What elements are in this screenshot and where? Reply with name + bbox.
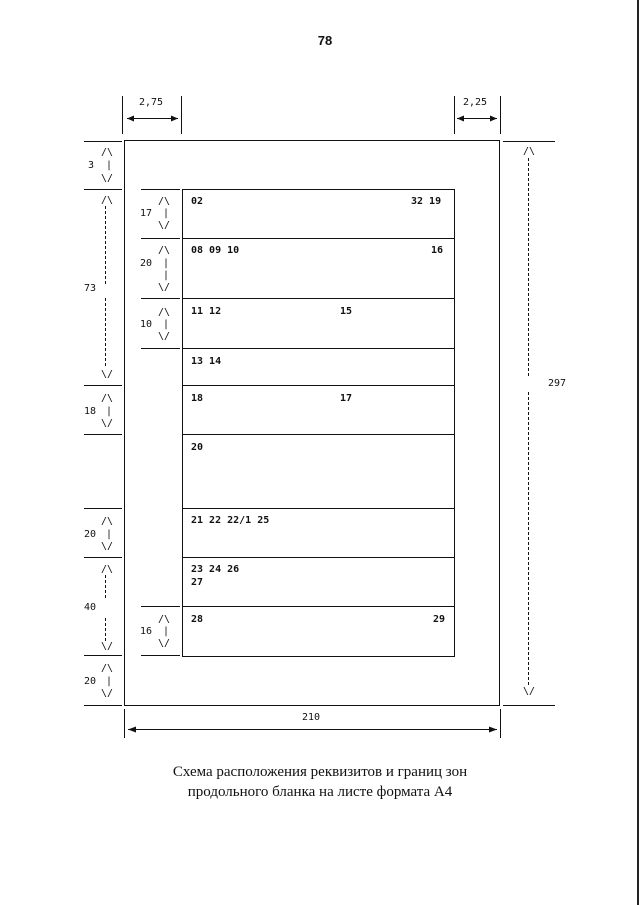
zone-code: 28 <box>191 614 204 625</box>
arrow-up-glyph: /\ <box>101 663 114 674</box>
arrow-down-glyph: \/ <box>158 220 171 231</box>
zone-code: 20 <box>191 442 204 453</box>
zone-code: 21 22 22/1 25 <box>191 515 270 526</box>
arrow-down-glyph: \/ <box>158 331 171 342</box>
page-number: 78 <box>317 33 333 48</box>
arrow-down-glyph: \/ <box>101 418 114 429</box>
zone-code: 27 <box>191 577 204 588</box>
arrow-up-glyph: /\ <box>158 245 171 256</box>
inner-scale-16: 16 <box>140 626 153 637</box>
form-block <box>183 190 455 657</box>
arrow-down-glyph: \/ <box>101 688 114 699</box>
arrow-up-glyph: /\ <box>101 195 114 206</box>
arrow-down-glyph: \/ <box>101 173 114 184</box>
zone-code: 15 <box>340 306 353 317</box>
height-value: 297 <box>548 378 567 389</box>
zone-code: 18 <box>191 393 204 404</box>
inner-scale-17: 17 <box>140 208 153 219</box>
bar-glyph: | <box>163 270 170 281</box>
left-margin-value: 2,75 <box>139 97 164 108</box>
bar-glyph: | <box>106 676 113 687</box>
bar-glyph: | <box>106 160 113 171</box>
arrow-down-glyph: \/ <box>101 541 114 552</box>
bar-glyph: | <box>106 406 113 417</box>
scale-value-20: 20 <box>84 529 97 540</box>
arrow-down-glyph: \/ <box>523 686 536 697</box>
arrow-down-glyph: \/ <box>101 641 114 652</box>
scale-value-40: 40 <box>84 602 97 613</box>
bar-glyph: | <box>163 319 170 330</box>
scale-value-18: 18 <box>84 406 97 417</box>
right-margin-value: 2,25 <box>463 97 488 108</box>
bar-glyph: | <box>163 208 170 219</box>
zone-code: 16 <box>431 245 444 256</box>
scale-value-3: 3 <box>88 160 95 171</box>
arrow-down-glyph: \/ <box>101 369 114 380</box>
caption-line-2: продольного бланка на листе формата А4 <box>187 784 453 800</box>
width-value: 210 <box>302 712 321 723</box>
scale-value-73: 73 <box>84 283 97 294</box>
arrow-up-glyph: /\ <box>523 146 536 157</box>
arrow-down-glyph: \/ <box>158 282 171 293</box>
zone-code: 08 09 10 <box>191 245 240 256</box>
figure-caption <box>120 762 520 802</box>
bar-glyph: | <box>163 258 170 269</box>
arrow-up-glyph: /\ <box>158 307 171 318</box>
arrow-up-glyph: /\ <box>101 516 114 527</box>
zone-code: 29 <box>433 614 446 625</box>
inner-scale-20: 20 <box>140 258 153 269</box>
arrow-up-glyph: /\ <box>158 196 171 207</box>
arrow-up-glyph: /\ <box>101 393 114 404</box>
zone-code: 17 <box>340 393 353 404</box>
arrow-up-glyph: /\ <box>158 614 171 625</box>
zone-code: 02 <box>191 196 204 207</box>
zone-code: 11 12 <box>191 306 222 317</box>
zone-code: 23 24 26 <box>191 564 240 575</box>
arrow-down-glyph: \/ <box>158 638 171 649</box>
scale-value-20b: 20 <box>84 676 97 687</box>
bar-glyph: | <box>163 626 170 637</box>
bar-glyph: | <box>106 529 113 540</box>
caption-line-1: Схема расположения реквизитов и границ зон <box>172 764 468 780</box>
inner-scale-10: 10 <box>140 319 153 330</box>
zone-code: 32 19 <box>411 196 442 207</box>
arrow-up-glyph: /\ <box>101 147 114 158</box>
zone-code: 13 14 <box>191 356 222 367</box>
arrow-up-glyph: /\ <box>101 564 114 575</box>
